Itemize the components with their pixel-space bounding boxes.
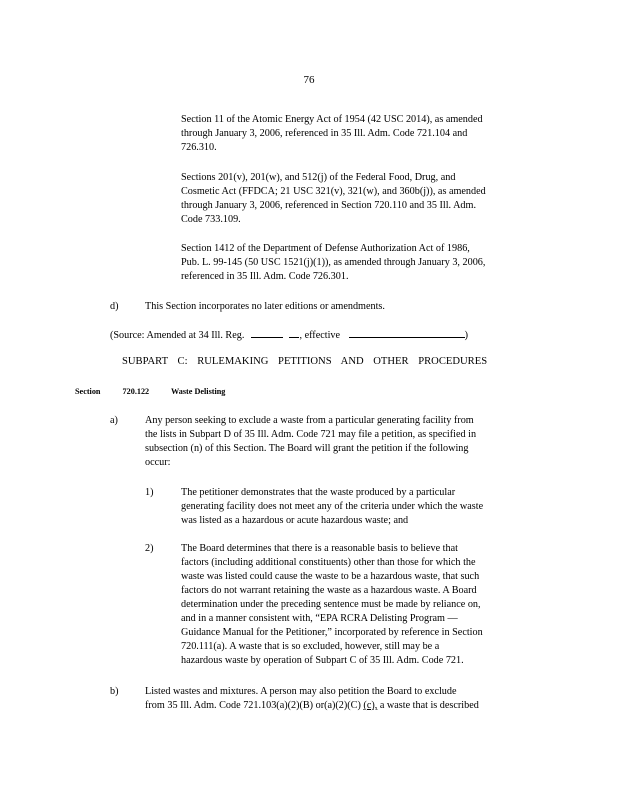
item-a-line: subsection (n) of this Section. The Board will grant the petition if the following — [145, 443, 469, 454]
item-2-line: 720.111(a). A waste that is so excluded, however, still may be a — [181, 641, 440, 652]
subpart-heading: SUBPART C: RULEMAKING PETITIONS AND OTHER PROCEDURES — [122, 356, 488, 367]
section-number: 720.122 — [122, 387, 150, 396]
item-a-label: a) — [110, 415, 118, 426]
page-number: 76 — [303, 74, 315, 86]
item-2-text — [181, 542, 535, 668]
item-1-text — [181, 486, 535, 528]
reference-line: Pub. L. 99-145 (50 USC 1521(j)(1)), as amended through January 3, 2006, — [181, 257, 486, 268]
item-d-label: d) — [110, 301, 119, 312]
item-b-line: Listed wastes and mixtures. A person may also petition the Board to exclude — [145, 686, 457, 697]
item-a-line: the lists in Subpart D of 35 Ill. Adm. Code 721 may file a petition, as specified in — [145, 429, 477, 440]
register-page-blank-2 — [289, 328, 299, 338]
item-a-line: occur: — [145, 457, 171, 468]
reference-paragraph-1 — [181, 113, 533, 155]
item-b-label: b) — [110, 686, 119, 697]
effective-date-blank — [349, 328, 465, 338]
reference-line: through January 3, 2006, referenced in Section 720.110 and 35 Ill. Adm. — [181, 200, 476, 211]
reference-line: Section 11 of the Atomic Energy Act of 1954 (42 USC 2014), as amended — [181, 114, 483, 125]
item-1-line: was listed as a hazardous or acute hazardous waste; and — [181, 515, 409, 526]
reference-line: Section 1412 of the Department of Defense Authorization Act of 1986, — [181, 243, 470, 254]
reference-line: referenced in 35 Ill. Adm. Code 726.301. — [181, 271, 349, 282]
source-mid: , effective — [299, 330, 341, 341]
section-label: Section — [75, 387, 101, 396]
reference-line: 726.310. — [181, 142, 217, 153]
item-2-line: factors do not warrant retaining the waste as a hazardous waste. A Board — [181, 585, 477, 596]
reference-line: through January 3, 2006, referenced in 35 Ill. Adm. Code 721.104 and — [181, 128, 468, 139]
item-b-text — [145, 685, 537, 713]
item-2-line: determination under the preceding sentence must be made by reliance on, — [181, 599, 481, 610]
item-2-line: factors (including additional constituents) other than those for which the — [181, 557, 476, 568]
item-b-line — [145, 699, 537, 713]
item-b-line2-post: a waste that is described — [377, 700, 479, 711]
item-b-underlined-insert: (c), — [363, 700, 378, 711]
item-1-line: generating facility does not meet any of the criteria under which the waste — [181, 501, 484, 512]
item-a-line: Any person seeking to exclude a waste from a particular generating facility from — [145, 415, 474, 426]
item-2-line: and in a manner consistent with, “EPA RCRA Delisting Program — — [181, 613, 458, 624]
reference-line: Cosmetic Act (FFDCA; 21 USC 321(v), 321(w), and 360b(j)), as amended — [181, 186, 486, 197]
source-prefix: (Source: Amended at 34 Ill. Reg. — [110, 330, 245, 341]
source-note — [110, 328, 468, 343]
section-heading — [75, 387, 245, 396]
item-2-line: hazardous waste by operation of Subpart C of 35 Ill. Adm. Code 721. — [181, 655, 464, 666]
item-1-label: 1) — [145, 487, 154, 498]
reference-line: Sections 201(v), 201(w), and 512(j) of the Federal Food, Drug, and — [181, 172, 456, 183]
item-2-line: The Board determines that there is a reasonable basis to believe that — [181, 543, 458, 554]
item-2-line: waste was listed could cause the waste to be a hazardous waste, that such — [181, 571, 480, 582]
item-d-text: This Section incorporates no later editions or amendments. — [145, 301, 385, 312]
item-2-label: 2) — [145, 543, 154, 554]
item-a-text — [145, 414, 537, 470]
reference-line: Code 733.109. — [181, 214, 241, 225]
item-1-line: The petitioner demonstrates that the waste produced by a particular — [181, 487, 456, 498]
source-end: ) — [464, 330, 468, 341]
register-page-blank — [251, 328, 283, 338]
item-2-line: Guidance Manual for the Petitioner,” incorporated by reference in Section — [181, 627, 483, 638]
section-title: Waste Delisting — [171, 387, 226, 396]
item-b-line2-pre: from 35 Ill. Adm. Code 721.103(a)(2)(B) or(a)(2)(C) — [145, 700, 364, 711]
reference-paragraph-3 — [181, 242, 533, 284]
reference-paragraph-2 — [181, 171, 533, 227]
